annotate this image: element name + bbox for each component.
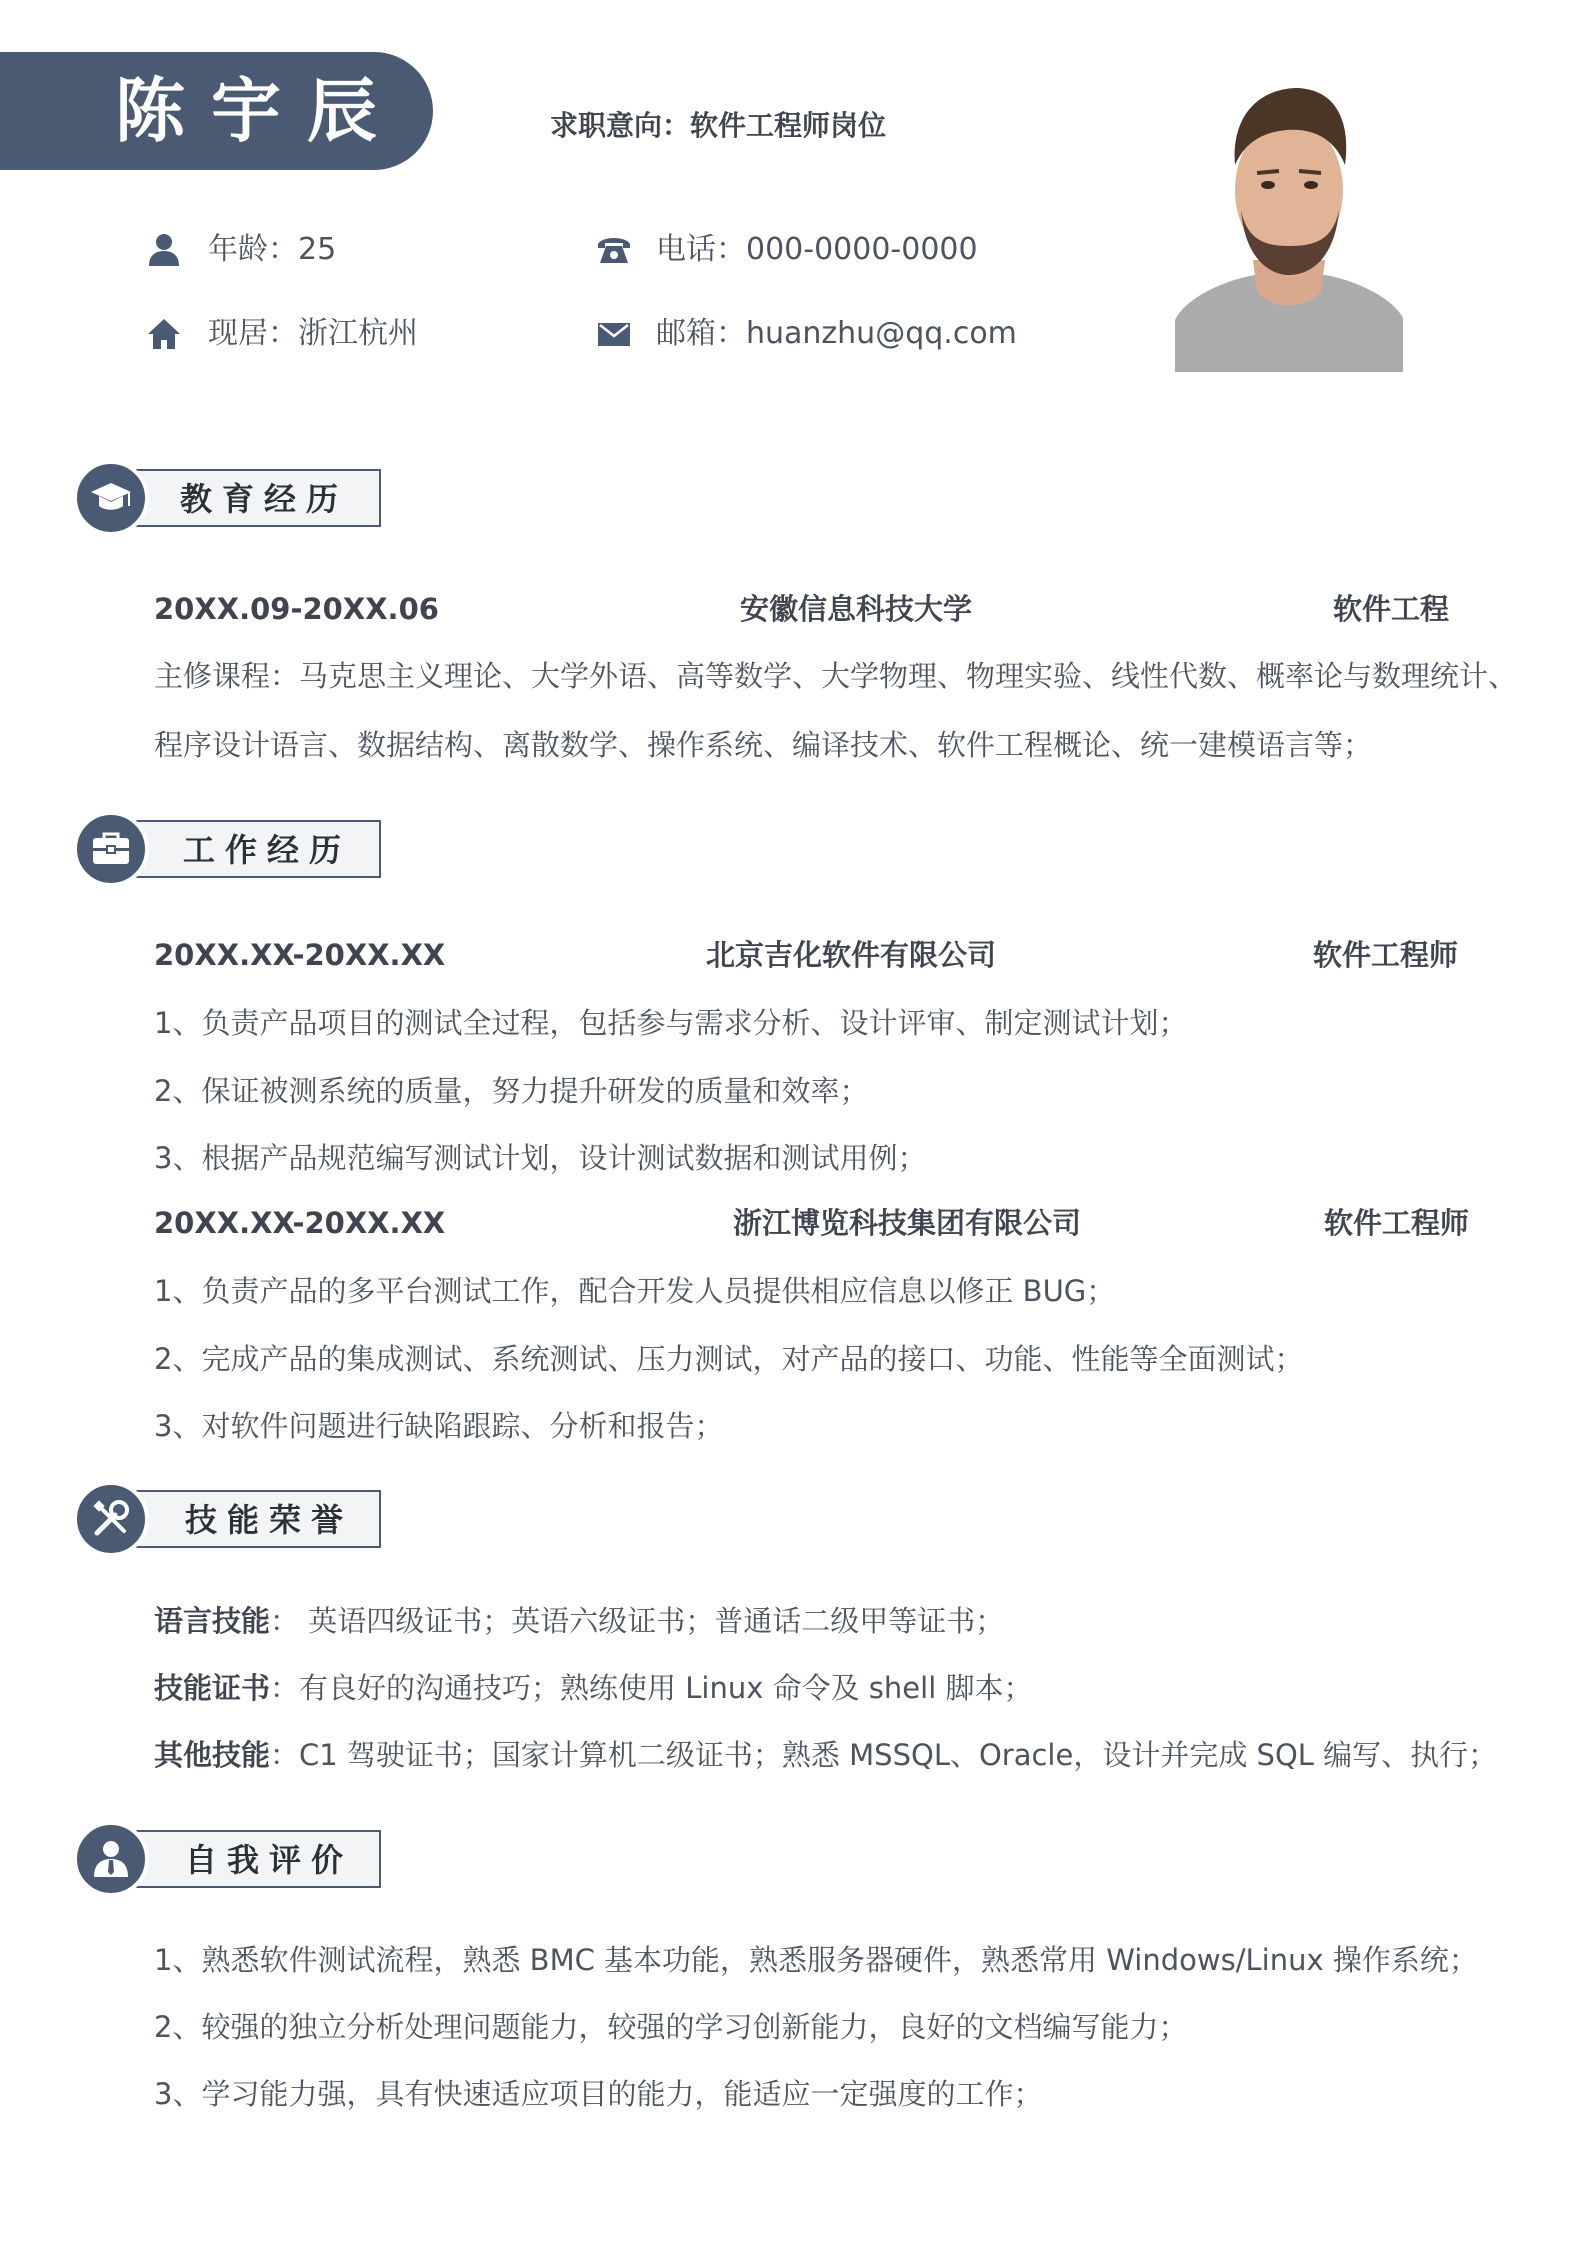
section-title-self: 自我评价	[185, 1841, 354, 1879]
skill-line	[154, 1603, 1004, 1639]
education-course-line: 程序设计语言、数据结构、离散数学、操作系统、编译技术、软件工程概论、统一建模语言等；	[154, 728, 1373, 762]
job-period: 20XX.XX-20XX.XX	[154, 938, 446, 972]
skill-line	[154, 1737, 1497, 1773]
self-eval-line: 3、学习能力强，具有快速适应项目的能力，能适应一定强度的工作；	[154, 2077, 1043, 2111]
education-course-line: 主修课程：马克思主义理论、大学外语、高等数学、大学物理、物理实验、线性代数、概率论与数理统计、	[154, 659, 1518, 693]
skill-line	[154, 1670, 1032, 1706]
job-period: 20XX.XX-20XX.XX	[154, 1206, 446, 1240]
age-text: 年龄：25	[208, 232, 337, 267]
candidate-name: 陈宇辰	[115, 70, 403, 152]
skill-text: ： 英语四级证书；英语六级证书；普通话二级甲等证书；	[270, 1604, 1005, 1638]
section-title-skills: 技能荣誉	[185, 1501, 354, 1539]
education-school: 安徽信息科技大学	[740, 592, 973, 626]
job-duty-line: 2、保证被测系统的质量，努力提升研发的质量和效率；	[154, 1074, 869, 1108]
job-intent: 求职意向：软件工程师岗位	[550, 109, 887, 142]
self-eval-line: 1、熟悉软件测试流程，熟悉 BMC 基本功能，熟悉服务器硬件，熟悉常用 Windows/Linux 操作系统；	[154, 1943, 1478, 1977]
job-company: 北京吉化软件有限公司	[706, 938, 997, 972]
phone-text: 电话：000-0000-0000	[656, 232, 978, 267]
job-duty-line: 1、负责产品的多平台测试工作，配合开发人员提供相应信息以修正 BUG；	[154, 1274, 1116, 1308]
education-major: 软件工程	[1333, 592, 1450, 626]
mail-icon	[596, 316, 632, 352]
skill-text: ：C1 驾驶证书；国家计算机二级证书；熟悉 MSSQL、Oracle，设计并完成 SQL 编写、执行；	[270, 1738, 1498, 1772]
user-tie-icon	[73, 1821, 149, 1897]
job-duty-line: 3、根据产品规范编写测试计划，设计测试数据和测试用例；	[154, 1141, 927, 1175]
home-icon	[146, 316, 182, 352]
job-duty-line: 2、完成产品的集成测试、系统测试、压力测试，对产品的接口、功能、性能等全面测试；	[154, 1342, 1304, 1376]
education-period: 20XX.09-20XX.06	[154, 592, 439, 626]
job-duty-line: 3、对软件问题进行缺陷跟踪、分析和报告；	[154, 1409, 724, 1443]
graduation-cap-icon	[73, 460, 149, 536]
job-role: 软件工程师	[1313, 938, 1459, 972]
skill-label: 其他技能	[154, 1738, 271, 1772]
self-eval-line: 2、较强的独立分析处理问题能力，较强的学习创新能力，良好的文档编写能力；	[154, 2010, 1188, 2044]
job-duty-line: 1、负责产品项目的测试全过程，包括参与需求分析、设计评审、制定测试计划；	[154, 1006, 1188, 1040]
section-title-work: 工作经历	[183, 831, 352, 869]
job-role: 软件工程师	[1324, 1206, 1470, 1240]
location-text: 现居：浙江杭州	[208, 316, 418, 351]
skill-text: ：有良好的沟通技巧；熟练使用 Linux 命令及 shell 脚本；	[270, 1671, 1033, 1705]
email-text: 邮箱：huanzhu@qq.com	[656, 316, 1017, 351]
section-title-education: 教育经历	[180, 480, 349, 518]
profile-photo	[1175, 70, 1403, 372]
skill-label: 技能证书	[154, 1671, 271, 1705]
skill-label: 语言技能	[154, 1604, 271, 1638]
phone-icon	[596, 232, 632, 268]
tools-icon	[73, 1481, 149, 1557]
briefcase-icon	[73, 811, 149, 887]
person-icon	[146, 232, 182, 268]
job-company: 浙江博览科技集团有限公司	[733, 1206, 1082, 1240]
